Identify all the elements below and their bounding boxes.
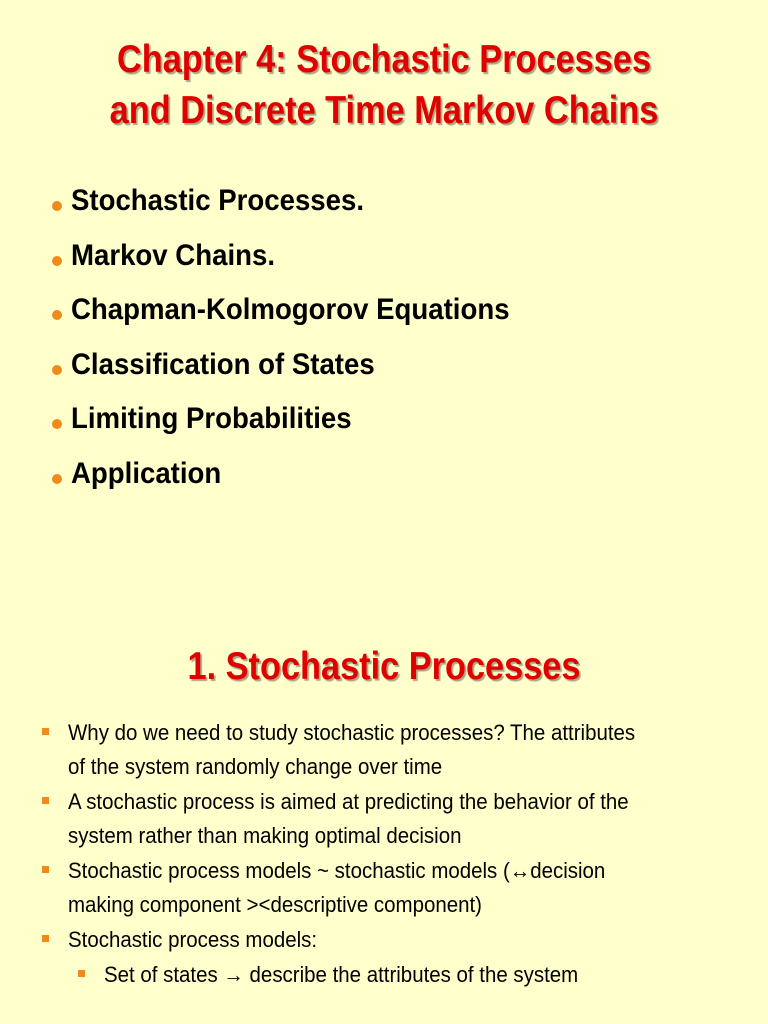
point-item xyxy=(40,854,730,922)
topic-item xyxy=(52,184,548,239)
point-item xyxy=(40,785,730,853)
bullet-dot-icon xyxy=(52,365,62,375)
sub-point-line: Set of states → describe the attributes of the system xyxy=(104,962,579,987)
point-line: making component ><descriptive component) xyxy=(68,892,482,917)
topic-label: Limiting Probabilities xyxy=(71,402,352,435)
topic-label: Application xyxy=(71,456,222,490)
bullet-dot-icon xyxy=(52,310,62,320)
point-list xyxy=(40,716,730,993)
point-line: Why do we need to study stochastic processes? The attributes xyxy=(68,720,636,745)
section-title: 1. Stochastic Processes xyxy=(187,645,581,688)
slide-stochastic-processes xyxy=(0,610,768,1024)
point-item xyxy=(40,923,730,957)
point-line: Stochastic process models ~ stochastic models (↔decision xyxy=(68,858,606,883)
topic-label: Classification of States xyxy=(71,347,375,381)
sub-point-item xyxy=(40,958,730,992)
chapter-title xyxy=(46,34,722,136)
chapter-title-line-1: Chapter 4: Stochastic Processes xyxy=(116,38,652,81)
chapter-title-line-2: and Discrete Time Markov Chains xyxy=(109,89,659,132)
topic-list xyxy=(52,184,548,511)
bullet-dot-icon xyxy=(52,201,62,211)
bullet-square-icon xyxy=(42,797,49,804)
topic-item xyxy=(52,293,548,348)
topic-label: Stochastic Processes. xyxy=(71,184,365,217)
bullet-dot-icon xyxy=(52,474,62,484)
topic-label: Chapman-Kolmogorov Equations xyxy=(71,293,510,326)
bullet-dot-icon xyxy=(52,419,62,429)
topic-item xyxy=(52,457,548,512)
bullet-square-icon xyxy=(78,970,85,977)
point-line: A stochastic process is aimed at predicting the behavior of the xyxy=(68,789,629,814)
bullet-dot-icon xyxy=(52,256,62,266)
point-item xyxy=(40,716,730,784)
point-line: of the system randomly change over time xyxy=(68,754,443,779)
topic-item xyxy=(52,348,548,403)
topic-item xyxy=(52,402,548,457)
bullet-square-icon xyxy=(42,866,49,873)
topic-label: Markov Chains. xyxy=(71,238,275,272)
bullet-square-icon xyxy=(42,935,49,942)
bullet-square-icon xyxy=(42,728,49,735)
topic-item xyxy=(52,239,548,294)
point-line: Stochastic process models: xyxy=(68,927,318,952)
point-line: system rather than making optimal decision xyxy=(68,823,462,848)
